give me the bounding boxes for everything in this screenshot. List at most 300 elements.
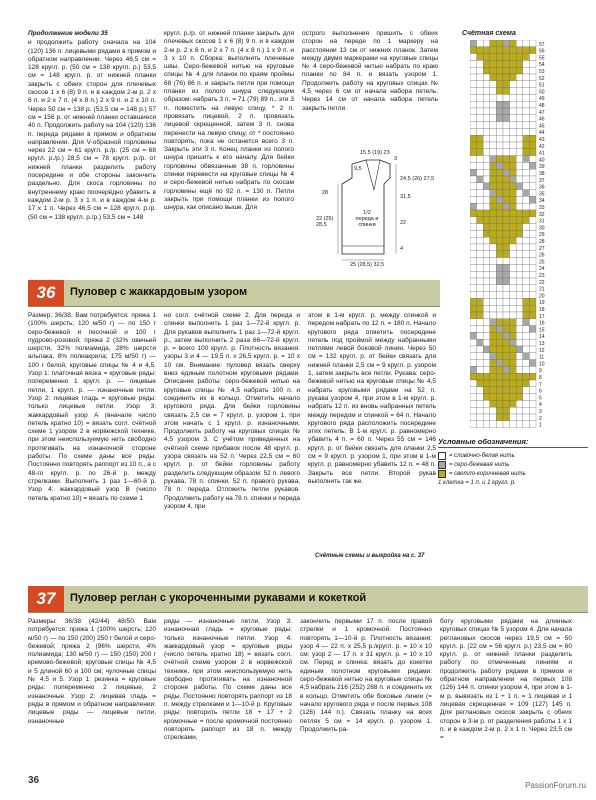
chart-legend <box>438 437 588 487</box>
chart-cell <box>529 122 536 129</box>
chart-cell <box>496 94 503 101</box>
chart-cell <box>516 54 523 61</box>
chart-cell <box>510 149 517 156</box>
chart-cell <box>523 203 530 210</box>
chart-cell <box>529 74 536 81</box>
chart-cell <box>529 115 536 122</box>
chart-cell <box>477 60 484 67</box>
chart-cell <box>490 380 497 387</box>
s36-col3-text: этом в 1-м кругл. р. между спинкой и передом набрать по 12 п. = 180 п. Начало кругового ряда отметить посередине петель под проймой между набранными петлями левой боковой линии. Через 50 см = 132 кругл. р. от бейки связать для нижней планки 2,5 см = 9 кругл. р. узором 1, затем закрыть все петли. Рукава: серо-бежевой нитью на круговые спицы № 4,5 набрать круговыми рядами на 52 п. рукава узором 4, при этом в 1-м кругл. р. набрать 12 п. из вновь набранных петель между передом и спинкой = 64 п. Начало кругового ряда расположить посередине этих петель. В 1-м кругл. р. равномерно убавить 4 п. = 60 п. Через 55 см = 146 кругл. р. от бейки связать для планки 2,5 см = 9 кругл. р. узором 1, при этом в 1-м кругл. р. равномерно убавить 12 п. = 48 п. Закрыть все петли. Второй рукав выполнить так же. <box>308 312 436 485</box>
chart-cell <box>483 292 490 299</box>
chart-cell <box>496 271 503 278</box>
chart-cell <box>477 373 484 380</box>
chart-cell <box>516 421 523 428</box>
chart-cell <box>483 421 490 428</box>
chart-row-label: 12 <box>539 347 545 354</box>
chart-cell <box>516 190 523 197</box>
chart-row-label: 10 <box>539 361 545 368</box>
chart-cell <box>496 237 503 244</box>
chart-cell <box>529 210 536 217</box>
chart-row-label: 8 <box>539 375 542 381</box>
chart-cell <box>496 319 503 326</box>
chart-cell <box>477 196 484 203</box>
chart-cell <box>529 101 536 108</box>
chart-cell <box>523 332 530 339</box>
chart-cell <box>503 380 510 387</box>
chart-row-label: 26 <box>539 252 545 259</box>
chart-cell <box>510 183 517 190</box>
chart-cell <box>516 387 523 394</box>
chart-row-label: 6 <box>539 388 542 395</box>
chart-cell <box>477 162 484 169</box>
chart-cell <box>470 421 477 428</box>
chart-cell <box>516 298 523 305</box>
chart-cell <box>503 271 510 278</box>
chart-row-label: 46 <box>539 116 545 123</box>
chart-cell <box>510 319 517 326</box>
watermark: PassionForum.ru <box>525 781 586 790</box>
chart-cell <box>483 326 490 333</box>
chart-cell <box>470 190 477 197</box>
chart-cell <box>470 312 477 319</box>
top-col1-text: и продолжить работу сначала на 104 (120) 136 п. лицевыми рядами в прямом и обратном направлении. Через 46,5 см = 128 кругл. р. (50 см = 138 кругл. р.) 53,5 см = 148 кругл. р. от нижней планки закрыть с обеих сторон для плечевых скосов 1 x 6 (8) 9 п. и в каждом 2-м р. 2 x 6 п. и 2 x 7 п. (4 x 8 п.) 2 x 9 п. и 2 x 10 п. Через 50 см = 138 р. (53,5 см = 148 р.) 57 см = 156 р. от нижней планки оставшиеся 40 п. Продолжить работу на 104 (120) 136 п. переда рядами в прямом и обратном направлении. Для V-образной горловины через 22 см = 61 кругл. р./р. (25 см = 68 кругл. р./р.) 28,5 см = 78 кругл. р./р. от нижней планки разделить работу посередине и обе стороны закончить раздельно. Для скоса горловины по внутреннему краю поочерёдно убавить в каждом 2-м р. 3 x 1 п. и в каждом 4-м р. 17 x 1 п. Через 46,5 см = 128 кругл. р./р. (50 см = 138 кругл. р./р.) 53,5 см = 148 <box>28 39 156 221</box>
chart-cell <box>516 169 523 176</box>
chart-row-label: 3 <box>539 409 542 415</box>
chart-cell <box>503 414 510 421</box>
chart-cell <box>510 366 517 373</box>
chart-cell <box>529 224 536 231</box>
chart-cell <box>529 312 536 319</box>
legend-swatch-gray <box>438 461 446 469</box>
s37-column-4 <box>440 618 572 743</box>
chart-cell <box>529 176 536 183</box>
schematic-center-label: 1/2 переда и спинки <box>355 210 379 228</box>
chart-cell <box>490 54 497 61</box>
chart-cell <box>477 312 484 319</box>
chart-cell <box>470 230 477 237</box>
chart-cell <box>510 203 517 210</box>
chart-cell <box>483 210 490 217</box>
chart-cell <box>470 47 477 54</box>
chart-cell <box>477 305 484 312</box>
chart-cell <box>510 190 517 197</box>
chart-cell <box>523 224 530 231</box>
chart-cell <box>483 400 490 407</box>
chart-cell <box>477 101 484 108</box>
chart-cell <box>483 108 490 115</box>
chart-cell <box>496 326 503 333</box>
chart-cell <box>483 156 490 163</box>
chart-cell <box>510 244 517 251</box>
chart-cell <box>523 101 530 108</box>
chart-cell <box>503 67 510 74</box>
chart-cell <box>470 400 477 407</box>
chart-cell <box>477 380 484 387</box>
chart-cell <box>529 67 536 74</box>
chart-cell <box>516 122 523 129</box>
chart-cell <box>523 400 530 407</box>
chart-cell <box>503 353 510 360</box>
chart-row-label: 29 <box>539 232 545 239</box>
chart-cell <box>523 196 530 203</box>
chart-cell <box>496 217 503 224</box>
chart-cell <box>470 387 477 394</box>
chart-row-label: 37 <box>539 177 545 184</box>
chart-cell <box>477 346 484 353</box>
chart-cell <box>529 285 536 292</box>
chart-cell <box>510 156 517 163</box>
chart-cell <box>483 305 490 312</box>
chart-cell <box>503 190 510 197</box>
chart-cell <box>503 54 510 61</box>
chart-cell <box>510 128 517 135</box>
chart-cell <box>496 305 503 312</box>
chart-cell <box>496 74 503 81</box>
chart-cell <box>490 298 497 305</box>
dim-28: 28 <box>322 190 329 196</box>
dim-4: 4 <box>400 246 404 252</box>
chart-cell <box>490 400 497 407</box>
chart-cell <box>529 54 536 61</box>
chart-cell <box>496 332 503 339</box>
chart-row-label: 27 <box>539 245 545 252</box>
chart-cell <box>503 326 510 333</box>
chart-cell <box>503 88 510 95</box>
chart-cell <box>503 183 510 190</box>
chart-cell <box>516 60 523 67</box>
chart-cell <box>496 142 503 149</box>
chart-row-label: 25 <box>539 259 545 266</box>
chart-cell <box>477 149 484 156</box>
chart-cell <box>510 115 517 122</box>
chart-cell <box>483 346 490 353</box>
legend-item-gray <box>438 460 588 469</box>
chart-cell <box>490 326 497 333</box>
chart-cell <box>523 149 530 156</box>
chart-row-label: 44 <box>539 130 545 137</box>
chart-cell <box>516 40 523 47</box>
chart-row-label: 7 <box>539 381 542 388</box>
chart-cell <box>510 264 517 271</box>
chart-cell <box>470 305 477 312</box>
chart-cell <box>510 60 517 67</box>
chart-cell <box>510 162 517 169</box>
chart-cell <box>516 312 523 319</box>
s37-column-2 <box>164 618 292 743</box>
chart-cell <box>523 40 530 47</box>
chart-row-label: 55 <box>539 55 545 62</box>
chart-cell <box>523 346 530 353</box>
chart-cell <box>483 101 490 108</box>
chart-cell <box>503 292 510 299</box>
chart-cell <box>490 244 497 251</box>
chart-cell <box>523 176 530 183</box>
chart-cell <box>483 387 490 394</box>
chart-cell <box>477 244 484 251</box>
chart-row-label: 2 <box>539 415 542 422</box>
chart-cell <box>490 387 497 394</box>
chart-cell <box>477 339 484 346</box>
chart-cell <box>477 414 484 421</box>
chart-cell <box>510 298 517 305</box>
chart-cell <box>503 305 510 312</box>
chart-cell <box>516 332 523 339</box>
chart-cell <box>516 128 523 135</box>
chart-cell <box>496 47 503 54</box>
chart-cell <box>490 353 497 360</box>
chart-row-label: 17 <box>539 313 545 320</box>
s37-col1-text: Размеры: 36/38 (42/44) 48/50. Вам потребуется: пряжа 1 (100% шерсть; 120 м/50 г) — по 150 (200) 250 г белой и серо-бежевой; пряжа 2 (96% шерсти, 4% полиамида; 130 м/50 г) — 150 (150) 200 г кремово-бежевой; круговые спицы № 4,5 и 5 длиной 60 и 100 см; чулочные спицы № 4,5 и 5. Узор 1: резинка = круговые ряды: попеременно 2 лицевые, 2 изнаночные. Узор 2: лицевая гладь = ряды в прямом и обратном направлении: лицевые ряды — лицевые петли, изнаночные <box>28 618 156 725</box>
chart-cell <box>516 183 523 190</box>
chart-cell <box>496 40 503 47</box>
chart-cell <box>496 135 503 142</box>
chart-cell <box>490 421 497 428</box>
chart-cell <box>490 142 497 149</box>
chart-cell <box>496 115 503 122</box>
chart-cell <box>490 115 497 122</box>
chart-cell <box>529 278 536 285</box>
chart-row-label: 57 <box>539 41 545 48</box>
chart-cell <box>496 380 503 387</box>
chart-row-label: 30 <box>539 225 545 232</box>
chart-cell <box>503 251 510 258</box>
chart-cell <box>503 169 510 176</box>
chart-cell <box>510 414 517 421</box>
chart-cell <box>490 94 497 101</box>
s36-column-3 <box>308 312 436 487</box>
chart-cell <box>529 373 536 380</box>
chart-cell <box>503 142 510 149</box>
chart-cell <box>510 122 517 129</box>
chart-cell <box>496 264 503 271</box>
chart-cell <box>529 237 536 244</box>
chart-cell <box>490 149 497 156</box>
chart-cell <box>490 203 497 210</box>
chart-cell <box>523 142 530 149</box>
chart-cell <box>483 360 490 367</box>
chart-cell <box>490 88 497 95</box>
chart-cell <box>503 312 510 319</box>
chart-cell <box>490 292 497 299</box>
chart-cell <box>503 366 510 373</box>
chart-cell <box>510 88 517 95</box>
legend-swatch-white <box>438 452 446 460</box>
chart-cell <box>470 339 477 346</box>
chart-cell <box>503 81 510 88</box>
chart-row-label: 32 <box>539 211 545 218</box>
chart-cell <box>523 292 530 299</box>
chart-cell <box>496 190 503 197</box>
chart-cell <box>477 360 484 367</box>
chart-cell <box>523 244 530 251</box>
chart-cell <box>483 271 490 278</box>
chart-cell <box>516 326 523 333</box>
chart-cell <box>490 332 497 339</box>
chart-cell <box>523 156 530 163</box>
chart-cell <box>510 40 517 47</box>
chart-cell <box>503 237 510 244</box>
chart-cell <box>516 47 523 54</box>
chart-cell <box>477 332 484 339</box>
s37-col2-text: ряды — изнаночные петли. Узор 3: изнаночная гладь = круговые ряды: только изнаночные петли. Узор 4: жаккардовый узор = круговые ряды (число петель кратно 18) = вязать согл. счётной схеме узором 2 в норвежской технике, при этом неиспользуемую нить свободно протягивать на изнаночной стороне работы. По схеме даны все ряды. Постоянно повторять раппорт из 18 п. между стрелками и 1—10-й р. Круговые ряды: повторить петли 18 + 17 + 2 кромочные = после кромочной постоянно повторять раппорт из 18 п. между стрелками, <box>164 618 292 742</box>
chart-cell <box>523 258 530 265</box>
chart-cell <box>503 400 510 407</box>
chart-cell <box>490 183 497 190</box>
chart-cell <box>470 271 477 278</box>
chart-cell <box>470 407 477 414</box>
s37-col4-text: боту круговыми рядами на длинных круговых спицах № 5 узором 4. Для начала реглановых скосов через 19,5 см = 50 кругл. р. (22 см = 56 кругл. р.) 23,5 см = 60 кругл. р. от нижней планки разделить работу по отмеченным линиям и продолжить работу рядами в прямом и обратном направлении на первых 108 (126) 144 п. спинки узором 4, при этом в 1-м р. вывязать из 1 + 1 п. = 1 лицевая и 1 лицевая скрещенная = 109 (127) 145 п. Для реглановых скосов закрыть с обеих сторон в 3-м р. от разделения работы 1 x 1 п. и в каждом 2-м р. 2 x 1 п. Через 23,5 см = <box>440 618 572 742</box>
chart-cell <box>470 108 477 115</box>
chart-cell <box>510 360 517 367</box>
chart-cell <box>510 339 517 346</box>
chart-cell <box>523 67 530 74</box>
s37-column-1 <box>28 618 156 727</box>
chart-cell <box>510 292 517 299</box>
chart-cell <box>483 190 490 197</box>
chart-cell <box>490 190 497 197</box>
chart-cell <box>516 292 523 299</box>
chart-cell <box>510 346 517 353</box>
chart-cell <box>516 156 523 163</box>
chart-cell <box>483 285 490 292</box>
chart-cell <box>523 312 530 319</box>
chart-row-label: 14 <box>539 334 545 341</box>
chart-cell <box>510 176 517 183</box>
chart-cell <box>470 244 477 251</box>
chart-row-label: 20 <box>539 293 545 300</box>
chart-cell <box>496 360 503 367</box>
chart-cell <box>483 230 490 237</box>
chart-row-label: 48 <box>539 103 545 109</box>
chart-cell <box>483 162 490 169</box>
chart-cell <box>523 298 530 305</box>
chart-cell <box>516 346 523 353</box>
chart-cell <box>483 414 490 421</box>
chart-cell <box>503 74 510 81</box>
chart-cell <box>516 251 523 258</box>
chart-cell <box>477 394 484 401</box>
chart-cell <box>516 271 523 278</box>
chart-cell <box>523 366 530 373</box>
chart-row-label: 51 <box>539 82 545 89</box>
chart-cell <box>470 360 477 367</box>
chart-row-label: 39 <box>539 164 545 171</box>
chart-cell <box>496 230 503 237</box>
chart-row-label: 36 <box>539 184 545 191</box>
chart-cell <box>523 394 530 401</box>
chart-cell <box>510 251 517 258</box>
chart-row-label: 35 <box>539 191 545 198</box>
legend-text-cell: 1 клетка = 1 п. и 1 кругл. р. <box>438 479 516 486</box>
schematic-neck <box>366 160 380 190</box>
chart-cell <box>523 353 530 360</box>
chart-cell <box>529 421 536 428</box>
chart-cell <box>496 244 503 251</box>
chart-cell <box>503 298 510 305</box>
chart-cell <box>516 74 523 81</box>
chart-cell <box>496 278 503 285</box>
chart-cell <box>483 122 490 129</box>
chart-row-label: 56 <box>539 48 545 55</box>
chart-cell <box>477 230 484 237</box>
chart-cell <box>510 230 517 237</box>
chart-cell <box>483 176 490 183</box>
chart-cell <box>510 305 517 312</box>
chart-cell <box>510 210 517 217</box>
chart-cell <box>483 407 490 414</box>
chart-cell <box>529 142 536 149</box>
chart-cell <box>496 88 503 95</box>
chart-cell <box>470 183 477 190</box>
chart-cell <box>477 251 484 258</box>
chart-cell <box>510 67 517 74</box>
chart-cell <box>496 258 503 265</box>
chart-cell <box>510 421 517 428</box>
chart-cell <box>529 81 536 88</box>
chart-cell <box>470 237 477 244</box>
schematic-outline <box>342 160 390 254</box>
chart-cell <box>470 54 477 61</box>
chart-cell <box>523 135 530 142</box>
chart-cell <box>477 81 484 88</box>
chart-cell <box>503 94 510 101</box>
chart-cell <box>496 339 503 346</box>
chart-cell <box>483 366 490 373</box>
chart-cell <box>490 156 497 163</box>
chart-cell <box>503 387 510 394</box>
chart-cell <box>477 94 484 101</box>
chart-cell <box>470 285 477 292</box>
chart-cell <box>483 251 490 258</box>
chart-cell <box>523 305 530 312</box>
chart-cell <box>470 81 477 88</box>
chart-title: Счётная схема <box>462 30 516 37</box>
section-37-number: 37 <box>28 586 64 612</box>
section-36-header <box>28 280 440 307</box>
chart-cell <box>523 237 530 244</box>
chart-row-label: 24 <box>539 266 545 273</box>
chart-cell <box>470 217 477 224</box>
chart-cell <box>516 108 523 115</box>
chart-cell <box>516 237 523 244</box>
chart-row-label: 11 <box>539 354 545 361</box>
chart-cell <box>510 101 517 108</box>
chart-cell <box>496 122 503 129</box>
chart-cell <box>483 394 490 401</box>
chart-cell <box>523 387 530 394</box>
chart-cell <box>483 353 490 360</box>
chart-cell <box>510 81 517 88</box>
chart-cell <box>477 135 484 142</box>
chart-row-label: 23 <box>539 273 545 279</box>
chart-row-label: 5 <box>539 395 542 402</box>
chart-cell <box>503 421 510 428</box>
chart-cell <box>503 264 510 271</box>
chart-cell <box>510 135 517 142</box>
chart-cell <box>490 162 497 169</box>
section-37-title: Пуловер реглан с укороченными рукавами и кокеткой <box>70 592 367 604</box>
chart-cell <box>523 360 530 367</box>
chart-cell <box>529 162 536 169</box>
chart-cell <box>529 258 536 265</box>
chart-cell <box>496 400 503 407</box>
chart-cell <box>470 128 477 135</box>
chart-cell <box>510 94 517 101</box>
chart-cell <box>516 135 523 142</box>
chart-cell <box>470 251 477 258</box>
chart-cell <box>483 135 490 142</box>
dim-9-5: 9,5 <box>354 166 362 172</box>
